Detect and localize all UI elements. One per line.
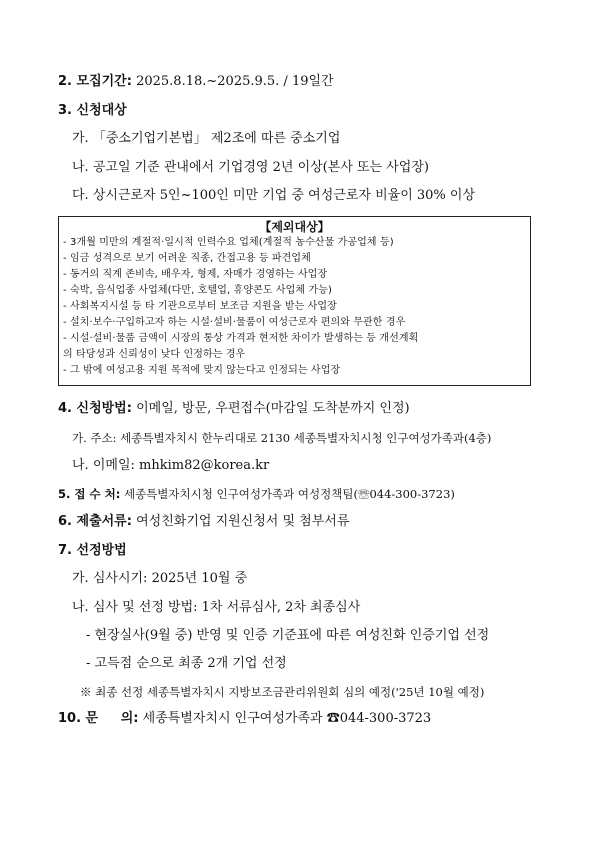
eligibility-item-3: 다. 상시근로자 5인~100인 미만 기업 중 여성근로자 비율이 30% 이상	[72, 188, 476, 203]
section-3-heading: 3. 신청대상	[58, 103, 127, 118]
section-10-heading: 10. 문 의:	[58, 711, 139, 726]
selection-timing: 가. 심사시기: 2025년 10월 중	[72, 571, 248, 586]
exclusion-line-2: - 임금 성격으로 보기 어려운 직종, 간접고용 등 파견업체	[63, 253, 311, 264]
exclusion-line-6: - 설치·보수·구입하고자 하는 시설·설비·물품이 여성근로자 편의와 무관한 경우	[63, 317, 406, 328]
eligibility-item-2: 나. 공고일 기준 관내에서 기업경영 2년 이상(본사 또는 사업장)	[72, 160, 429, 175]
section-5-reception	[58, 486, 455, 502]
exclusion-line-4: - 숙박, 음식업종 사업체(다만, 호텔업, 휴양콘도 사업체 가능)	[63, 285, 332, 296]
section-6-heading: 6. 제출서류:	[58, 514, 132, 529]
section-7-heading: 7. 선정방법	[58, 543, 127, 558]
selection-method-detail-2: - 고득점 순으로 최종 2개 기업 선정	[86, 656, 287, 671]
application-email: 나. 이메일: mhkim82@korea.kr	[72, 458, 270, 473]
section-10-text: 세종특별자치시 인구여성가족과 ☎044-300-3723	[138, 711, 432, 726]
eligibility-item-1: 가. 「중소기업기본법」 제2조에 따른 중소기업	[72, 131, 341, 146]
selection-method: 나. 심사 및 선정 방법: 1차 서류심사, 2차 최종심사	[72, 600, 361, 615]
section-5-heading: 5. 접 수 처:	[58, 487, 121, 501]
section-10-inquiry	[58, 711, 431, 727]
exclusion-line-8: 의 타당성과 신뢰성이 낮다 인정하는 경우	[63, 349, 246, 360]
section-4-text: 이메일, 방문, 우편접수(마감일 도착분까지 인정)	[131, 401, 410, 416]
application-address: 가. 주소: 세종특별자치시 한누리대로 2130 세종특별자치시청 인구여성가족과(4층)	[72, 431, 492, 445]
selection-note: ※ 최종 선정 세종특별자치시 지방보조금관리위원회 심의 예정('25년 10월 예정)	[80, 685, 485, 699]
exclusion-title: 【제외대상】	[259, 220, 330, 234]
exclusion-line-3: - 동거의 직계 존비속, 배우자, 형제, 자매가 경영하는 사업장	[63, 269, 328, 280]
selection-method-detail-1: - 현장실사(9월 중) 반영 및 인증 기준표에 따른 여성친화 인증기업 선정	[86, 628, 490, 643]
exclusion-line-9: - 그 밖에 여성고용 지원 목적에 맞지 않는다고 인정되는 사업장	[63, 365, 341, 376]
section-4-application-method	[58, 401, 410, 417]
exclusion-line-1: - 3개월 미만의 계절적·일시적 인력수요 업체(계절적 농수산물 가공업체 등)	[63, 237, 394, 248]
exclusion-line-7: - 시설·설비·물품 금액이 시장의 통상 가격과 현저한 차이가 발생하는 등 개선계획	[63, 333, 419, 344]
section-6-text: 여성친화기업 지원신청서 및 첨부서류	[131, 514, 350, 529]
exclusion-line-5: - 사회복지시설 등 타 기관으로부터 보조금 지원을 받는 사업장	[63, 301, 337, 312]
section-2-recruitment-period	[58, 74, 334, 90]
section-6-documents	[58, 514, 349, 530]
section-5-text: 세종특별자치시청 인구여성가족과 여성정책팀(☏044-300-3723)	[120, 487, 455, 501]
section-2-text: 2025.8.18.~2025.9.5. / 19일간	[131, 74, 334, 89]
exclusion-box	[58, 216, 531, 386]
section-4-heading: 4. 신청방법:	[58, 401, 132, 416]
section-2-heading: 2. 모집기간:	[58, 74, 132, 89]
